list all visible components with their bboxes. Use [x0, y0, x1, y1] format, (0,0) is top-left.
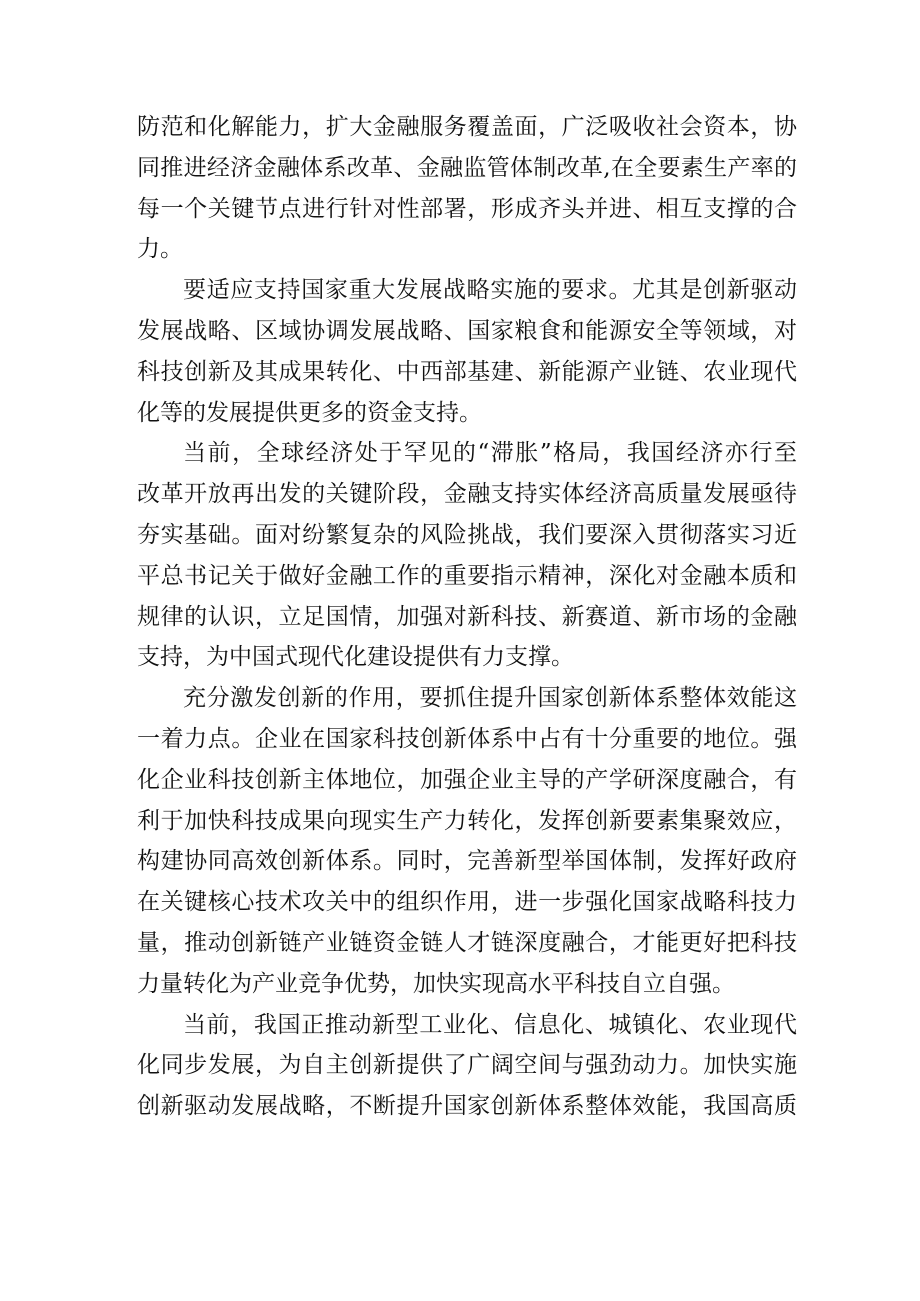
text-line: 力量转化为产业竞争优势，加快实现高水平科技自立自强。: [137, 970, 735, 997]
text-line: 同推进经济金融体系改革、金融监管体制改革,在全要素生产率的: [137, 154, 797, 181]
paragraph-5: [137, 1005, 797, 1127]
text-line: 发展战略、区域协调发展战略、国家粮食和能源安全等领域，对: [137, 317, 797, 344]
paragraph-1: [137, 107, 797, 270]
text-line: 夯实基础。面对纷繁复杂的风险挑战，我们要深入贯彻落实习近: [137, 521, 797, 548]
text-line: 在关键核心技术攻关中的组织作用，进一步强化国家战略科技力: [137, 889, 797, 916]
text-line: 当前，全球经济处于罕见的“滞胀”格局，我国经济亦行至: [183, 440, 797, 467]
body-text: [137, 107, 797, 1127]
text-line: 一着力点。企业在国家科技创新体系中占有十分重要的地位。强: [137, 725, 797, 752]
text-line: 化等的发展提供更多的资金支持。: [137, 399, 482, 426]
text-line: 创新驱动发展战略，不断提升国家创新体系整体效能，我国高质: [137, 1093, 797, 1120]
text-line: 改革开放再出发的关键阶段，金融支持实体经济高质量发展亟待: [137, 481, 797, 508]
text-line: 力。: [137, 236, 183, 263]
text-line: 量，推动创新链产业链资金链人才链深度融合，才能更好把科技: [137, 929, 797, 956]
text-line: 防范和化解能力，扩大金融服务覆盖面，广泛吸收社会资本，协: [137, 114, 797, 140]
text-line: 每一个关键节点进行针对性部署，形成齐头并进、相互支撑的合: [137, 195, 797, 222]
text-line: 支持，为中国式现代化建设提供有力支撑。: [137, 644, 574, 671]
text-line: 要适应支持国家重大发展战略实施的要求。尤其是创新驱动: [183, 277, 797, 304]
text-line: 当前，我国正推动新型工业化、信息化、城镇化、农业现代: [183, 1011, 797, 1038]
paragraph-4: [137, 678, 797, 1004]
text-line: 科技创新及其成果转化、中西部基建、新能源产业链、农业现代: [137, 358, 797, 385]
paragraph-2: [137, 270, 797, 433]
text-line: 利于加快科技成果向现实生产力转化，发挥创新要素集聚效应，: [137, 807, 797, 834]
text-line: 规律的认识，立足国情，加强对新科技、新赛道、新市场的金融: [137, 603, 797, 630]
text-line: 构建协同高效创新体系。同时，完善新型举国体制，发挥好政府: [137, 848, 797, 875]
text-line: 充分激发创新的作用，要抓住提升国家创新体系整体效能这: [183, 685, 797, 712]
paragraph-3: [137, 433, 797, 678]
text-line: 化企业科技创新主体地位，加强企业主导的产学研深度融合，有: [137, 766, 797, 793]
text-line: 平总书记关于做好金融工作的重要指示精神，深化对金融本质和: [137, 562, 797, 589]
text-line: 化同步发展，为自主创新提供了广阔空间与强劲动力。加快实施: [137, 1052, 797, 1079]
